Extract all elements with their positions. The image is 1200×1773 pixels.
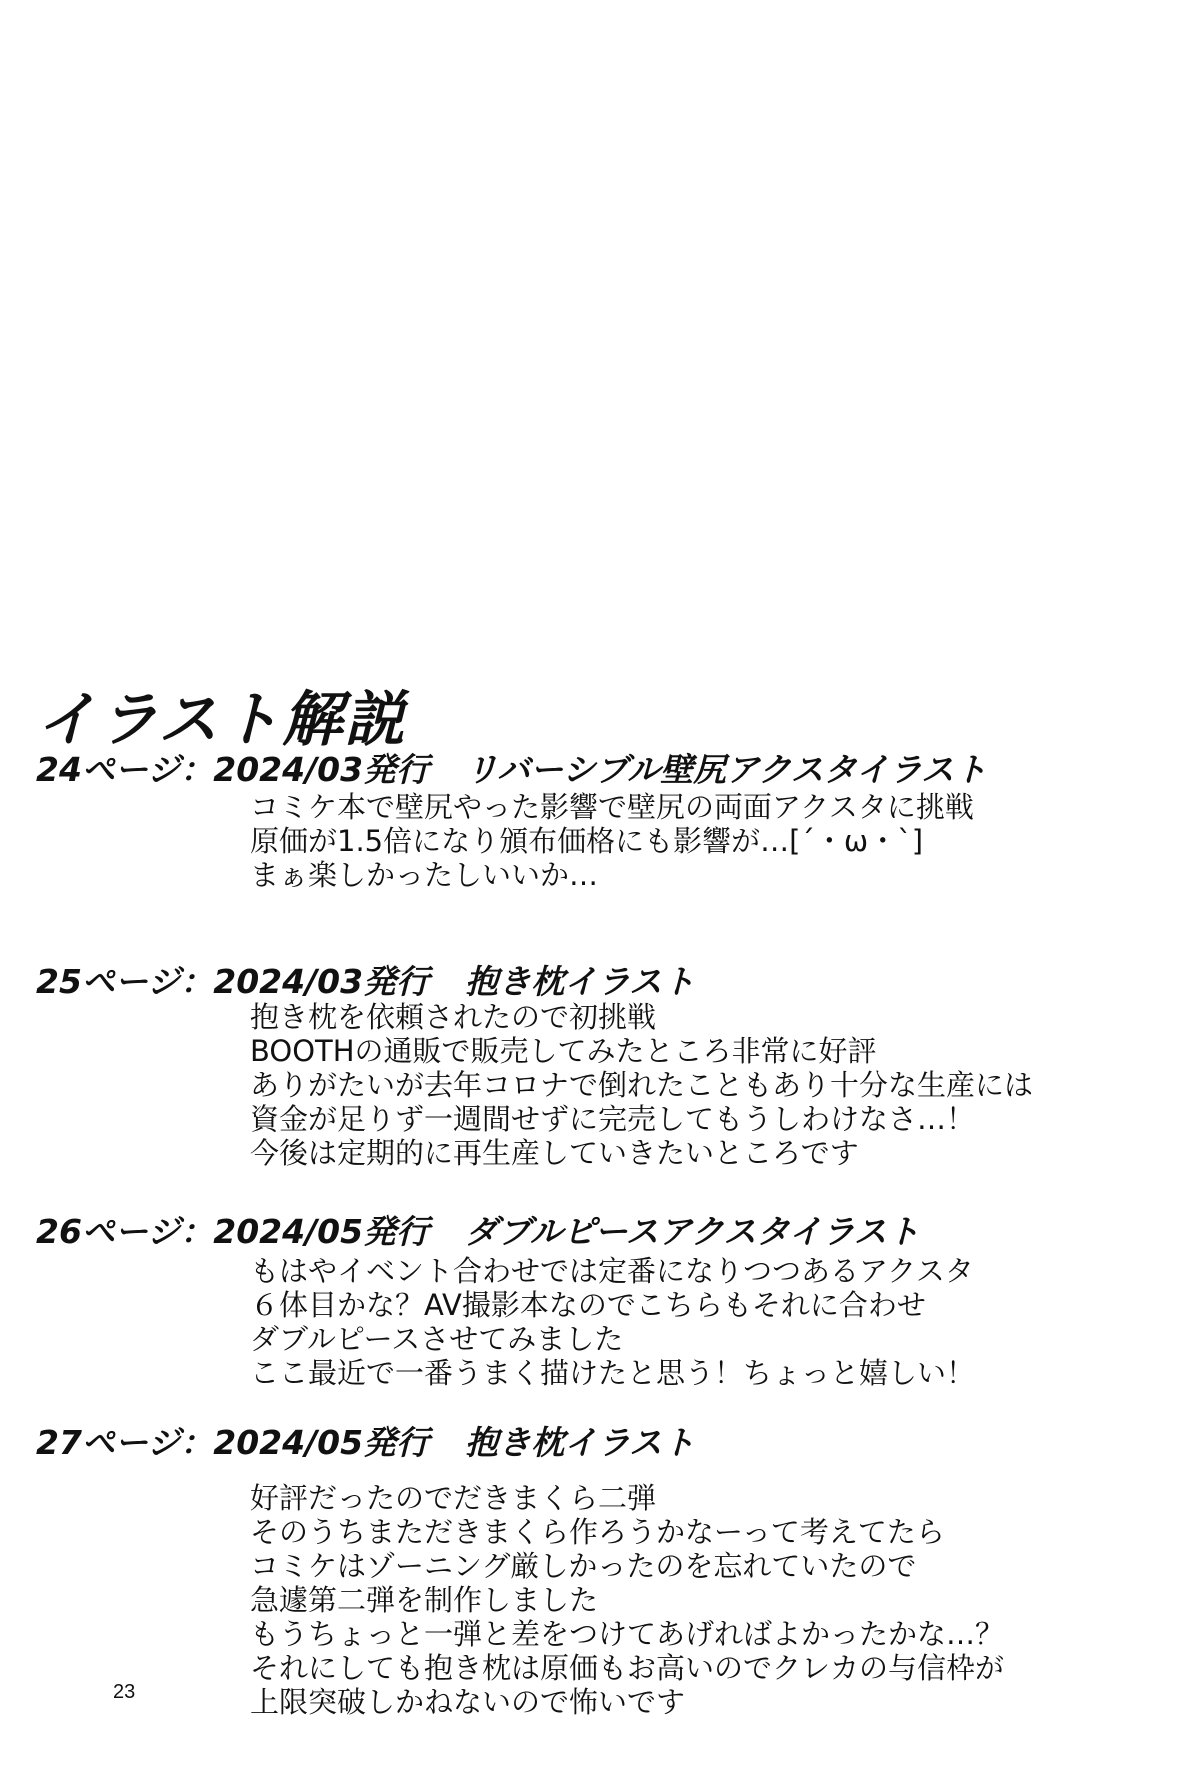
section-subject: 抱き枕イラスト <box>465 962 696 1001</box>
body-line: それにしても抱き枕は原価もお高いのでクレカの与信枠が <box>250 1651 1005 1685</box>
section-body <box>250 1254 975 1390</box>
section-body <box>250 1481 1004 1719</box>
section-body <box>250 790 974 892</box>
section-heading <box>36 1212 920 1252</box>
section-page-date: 25ページ：2024/03発行 <box>36 962 430 1001</box>
section-heading <box>36 962 695 1002</box>
body-line: もはやイベント合わせでは定番になりつつあるアクスタ <box>250 1254 974 1288</box>
section-page-date: 26ページ：2024/05発行 <box>36 1212 430 1251</box>
section-subject: 抱き枕イラスト <box>465 1423 696 1462</box>
body-line: 原価が1.5倍になり頒布価格にも影響が…[´・ω・`] <box>250 824 924 858</box>
body-line: コミケはゾーニング厳しかったのを忘れていたので <box>250 1549 917 1583</box>
body-line: 急遽第二弾を制作しました <box>250 1583 599 1617</box>
body-line: BOOTHの通販で販売してみたところ非常に好評 <box>250 1034 877 1068</box>
body-line: 資金が足りず一週間せずに完売してもうしわけなさ…！ <box>250 1102 976 1136</box>
section-page-date: 27ページ：2024/05発行 <box>36 1423 430 1462</box>
body-line: ここ最近で一番うまく描けたと思う！ちょっと嬉しい！ <box>250 1356 976 1390</box>
section-page-date: 24ページ：2024/03発行 <box>36 750 430 789</box>
body-line: 抱き枕を依頼されたので初挑戦 <box>250 1000 657 1034</box>
page-number: 23 <box>113 1681 136 1703</box>
body-line: コミケ本で壁尻やった影響で壁尻の両面アクスタに挑戦 <box>250 790 974 824</box>
body-line: 上限突破しかねないので怖いです <box>250 1685 686 1719</box>
section-subject: ダブルピースアクスタイラスト <box>465 1212 920 1251</box>
section-body <box>250 1000 1033 1170</box>
body-line: まぁ楽しかったしいいか… <box>250 858 599 892</box>
body-line: ダブルピースさせてみました <box>250 1322 624 1356</box>
body-line: ありがたいが去年コロナで倒れたこともあり十分な生産には <box>250 1068 1034 1102</box>
page-title: イラスト解説 <box>36 685 407 755</box>
body-line: ６体目かな？AV撮影本なのでこちらもそれに合わせ <box>250 1288 926 1322</box>
section-heading <box>36 750 987 790</box>
body-line: 好評だったのでだきまくら二弾 <box>250 1481 657 1515</box>
body-line: もうちょっと一弾と差をつけてあげればよかったかな…？ <box>250 1617 1005 1651</box>
body-line: 今後は定期的に再生産していきたいところです <box>250 1136 859 1170</box>
body-line: そのうちまただきまくら作ろうかなーって考えてたら <box>250 1515 945 1549</box>
section-subject: リバーシブル壁尻アクスタイラスト <box>465 750 988 789</box>
section-heading <box>36 1423 695 1463</box>
